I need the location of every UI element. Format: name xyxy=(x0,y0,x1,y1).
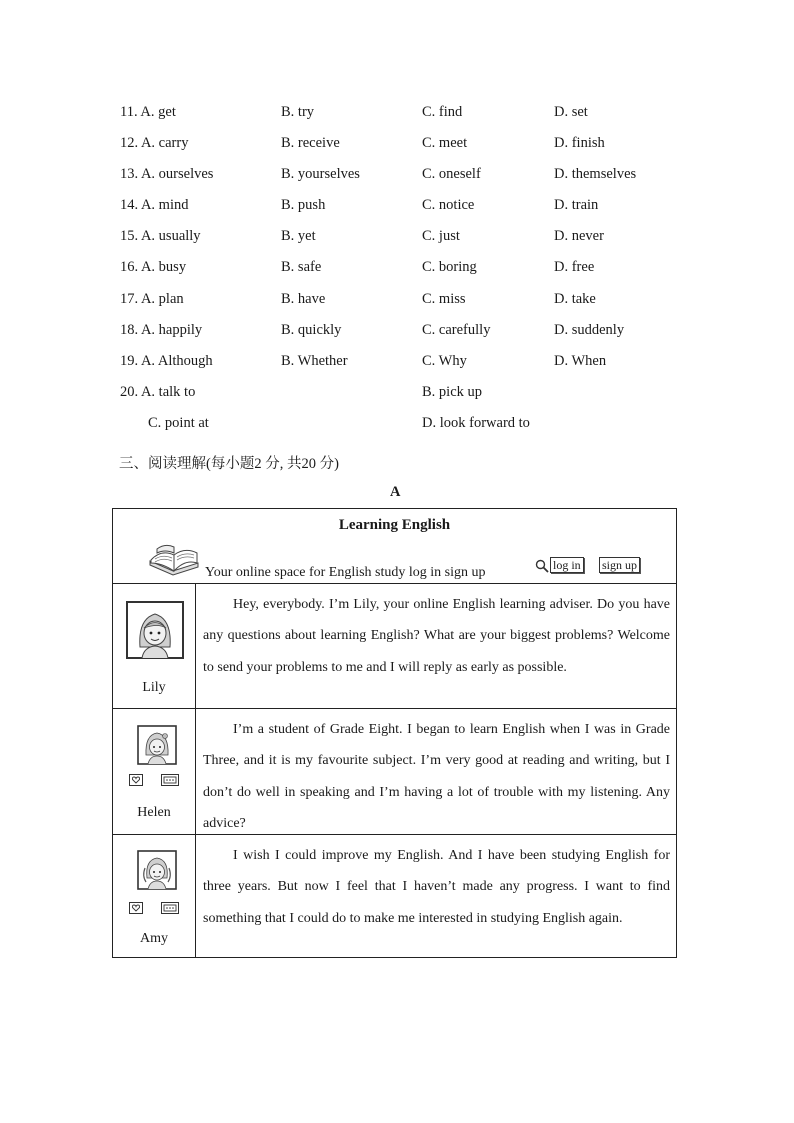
post-row-helen xyxy=(113,709,676,835)
heart-icon[interactable] xyxy=(129,901,143,919)
option-row-11 xyxy=(0,104,794,126)
option-b: B. safe xyxy=(281,259,322,275)
option-b: B. yourselves xyxy=(281,166,360,182)
option-row-20a xyxy=(0,384,794,406)
option-row-15 xyxy=(0,228,794,250)
option-row-17 xyxy=(0,291,794,313)
post-row-amy xyxy=(113,835,676,957)
option-c: C. notice xyxy=(422,197,475,213)
search-icon[interactable] xyxy=(535,559,549,578)
option-row-12 xyxy=(0,135,794,157)
option-row-13 xyxy=(0,166,794,188)
option-d: D. suddenly xyxy=(554,322,625,338)
option-d: D. finish xyxy=(554,135,605,151)
post-text: I’m a student of Grade Eight. I began to learn English when I was in Grade Three, and it is my favourite subject. I’m very good at reading and writing, but I don’t do well in speaking and I’m having a lot of trouble with my listening. Any advice? xyxy=(203,722,670,831)
message-icon[interactable] xyxy=(161,773,179,791)
option-a: 18. A. happily xyxy=(120,322,203,338)
forum-title: Learning English xyxy=(338,517,451,533)
option-c: C. point at xyxy=(148,415,209,431)
avatar xyxy=(137,850,177,895)
section-title: 三、阅读理解(每小题2 分, 共20 分) xyxy=(119,456,339,472)
option-b: B. push xyxy=(281,197,326,213)
option-a: 15. A. usually xyxy=(120,228,201,244)
option-a: 17. A. plan xyxy=(120,291,184,307)
option-b: B. try xyxy=(281,104,315,120)
option-d: D. set xyxy=(554,104,588,120)
option-c: C. carefully xyxy=(422,322,491,338)
forum-header xyxy=(113,509,676,584)
forum-tagline: Your online space for English study log in sign up xyxy=(205,565,486,580)
option-d: D. When xyxy=(554,353,607,369)
post-author-cell xyxy=(113,835,196,957)
post-text: Hey, everybody. I’m Lily, your online English learning adviser. Do you have any questions about learning English? What are your biggest problems? Welcome to send your problems to me and I will reply as early as possible. xyxy=(203,597,670,675)
option-a: 16. A. busy xyxy=(120,259,187,275)
option-row-18 xyxy=(0,322,794,344)
open-book-icon xyxy=(147,541,201,582)
option-b: B. have xyxy=(281,291,326,307)
option-row-16 xyxy=(0,259,794,281)
heart-icon[interactable] xyxy=(129,773,143,791)
option-b: B. yet xyxy=(281,228,316,244)
option-d: D. train xyxy=(554,197,599,213)
post-author-cell xyxy=(113,584,196,708)
option-d: D. take xyxy=(554,291,596,307)
signup-button[interactable]: sign up xyxy=(599,557,640,573)
option-c: C. miss xyxy=(422,291,466,307)
option-d: D. look forward to xyxy=(422,415,530,431)
author-name: Amy xyxy=(140,931,168,946)
passage-label: A xyxy=(390,484,401,500)
option-d: D. free xyxy=(554,259,595,275)
option-b: B. quickly xyxy=(281,322,342,338)
option-c: C. meet xyxy=(422,135,468,151)
message-icon[interactable] xyxy=(161,901,179,919)
option-row-19 xyxy=(0,353,794,375)
option-b: B. receive xyxy=(281,135,340,151)
option-c: C. just xyxy=(422,228,460,244)
option-a: 19. A. Although xyxy=(120,353,213,369)
option-a: 20. A. talk to xyxy=(120,384,196,400)
post-text: I wish I could improve my English. And I have been studying English for three years. But now I feel that I haven’t made any progress. I want to find something that I could do to make me interested in studying English again. xyxy=(203,848,670,926)
option-d: D. themselves xyxy=(554,166,637,182)
author-name: Lily xyxy=(142,680,166,695)
avatar xyxy=(137,725,177,770)
post-author-cell xyxy=(113,709,196,834)
post-row-lily xyxy=(113,584,676,709)
option-c: C. Why xyxy=(422,353,467,369)
option-c: C. find xyxy=(422,104,463,120)
option-a: 11. A. get xyxy=(120,104,176,120)
avatar xyxy=(126,601,184,664)
option-a: 14. A. mind xyxy=(120,197,189,213)
login-button[interactable]: log in xyxy=(550,557,584,573)
option-c: C. boring xyxy=(422,259,477,275)
option-b: B. pick up xyxy=(422,384,483,400)
option-b: B. Whether xyxy=(281,353,348,369)
option-row-20b xyxy=(0,415,794,437)
author-name: Helen xyxy=(137,805,171,820)
forum-table xyxy=(112,508,677,958)
option-d: D. never xyxy=(554,228,604,244)
option-a: 12. A. carry xyxy=(120,135,189,151)
option-c: C. oneself xyxy=(422,166,481,182)
option-row-14 xyxy=(0,197,794,219)
option-a: 13. A. ourselves xyxy=(120,166,214,182)
